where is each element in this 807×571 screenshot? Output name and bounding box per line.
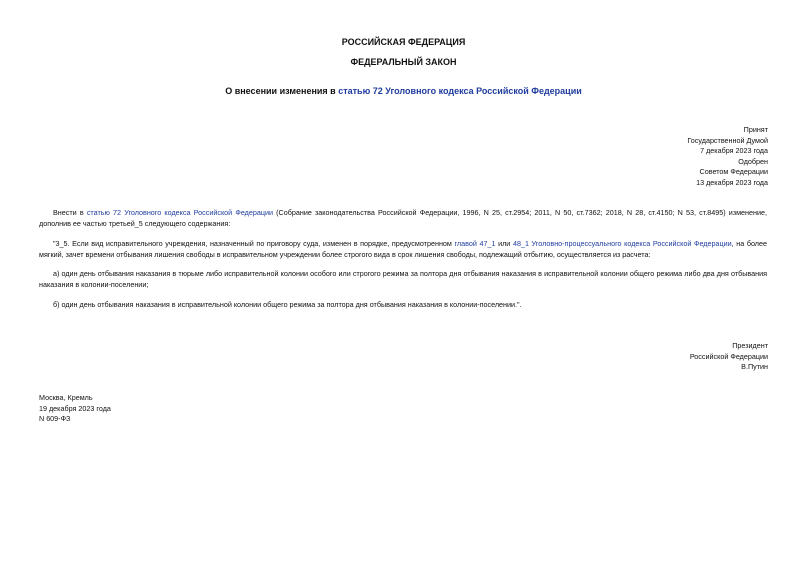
signing-place: Москва, Кремль <box>39 393 93 402</box>
part-3-5-paragraph <box>39 239 767 260</box>
law-type-heading: ФЕДЕРАЛЬНЫЙ ЗАКОН <box>350 57 457 67</box>
chapter-48-1-link[interactable]: 48_1 Уголовно-процессуального кодекса Российской Федерации <box>512 239 732 248</box>
adoption-block <box>687 125 768 188</box>
approved-date: 13 декабря 2023 года <box>696 177 768 187</box>
approved-by: Советом Федерации <box>699 167 768 176</box>
adopted-by: Государственной Думой <box>687 135 768 145</box>
country-heading: РОССИЙСКАЯ ФЕДЕРАЦИЯ <box>341 37 466 47</box>
signing-date: 19 декабря 2023 года <box>39 403 111 413</box>
amendment-paragraph <box>39 208 767 229</box>
approved-label: Одобрен <box>738 156 768 166</box>
law-number: N 609-ФЗ <box>39 414 71 423</box>
footer-block <box>39 393 111 425</box>
law-title <box>0 86 807 97</box>
p1-suffix: (Собрание законодательства Российской Федерации, 1996, N 25, ст.2954; 2011, N 50, ст.7362; 2018, N 28, ст.4150; N 53, ст.8495) изменение, дополнив ее частью третьей_5 следующего содержания: <box>39 208 767 228</box>
adopted-label: Принят <box>743 125 768 134</box>
item-b-paragraph: б) один день отбывания наказания в исправительной колонии общего режима за полтора дня отбывания наказания в колонии-поселении.". <box>53 300 522 309</box>
chapter-47-1-link[interactable]: главой 47_1 <box>454 239 496 248</box>
adopted-date: 7 декабря 2023 года <box>700 146 768 155</box>
p1-prefix: Внести в <box>53 208 87 217</box>
signer-title: Президент <box>732 341 768 350</box>
p2-prefix: "3_5. Если вид исправительного учреждения, назначенный по приговору суда, изменен в порядке, предусмотренном <box>53 239 455 248</box>
law-title-article-link[interactable]: статью 72 Уголовного кодекса Российской Федерации <box>338 86 582 96</box>
law-title-prefix: О внесении изменения в <box>225 86 339 96</box>
signature-block <box>690 341 768 373</box>
signer-org: Российской Федерации <box>689 351 768 361</box>
p2-mid: или <box>495 239 513 248</box>
item-a-paragraph: а) один день отбывания наказания в тюрьме либо исправительной колонии особого или строгого режима за полтора дня отбывания наказания в исправительной колонии общего режима либо два дня отбывания наказания в колонии-поселении; <box>39 269 767 289</box>
article-72-link[interactable]: статью 72 Уголовного кодекса Российской Федерации <box>86 208 273 217</box>
signer-name: В.Путин <box>741 362 768 371</box>
p2-suffix: , на более мягкий, зачет времени отбывания лишения свободы в исправительном учреждении более строгого вида в срок лишения свободы, подлежащий отбытию, осуществляется из расчета: <box>39 239 767 259</box>
